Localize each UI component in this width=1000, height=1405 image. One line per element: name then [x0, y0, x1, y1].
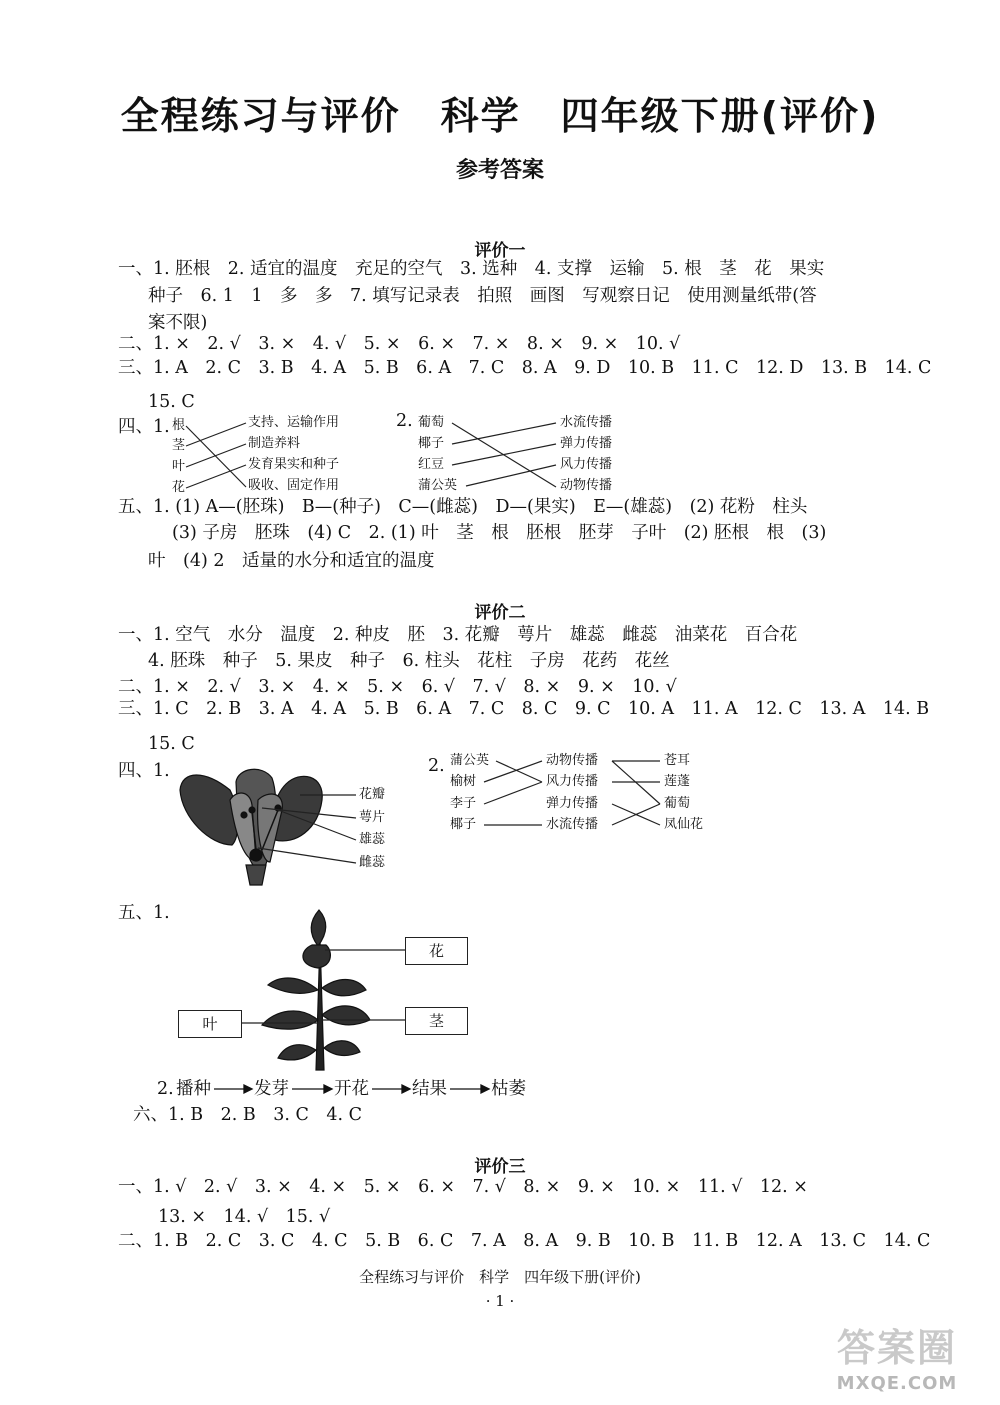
flow-step: 开花 [334, 1079, 369, 1099]
watermark-logo [812, 1315, 982, 1397]
match-right-item: 水流传播 [560, 415, 613, 430]
answer-line: (3) 子房 胚珠 (4) C 2. (1) 叶 茎 根 胚根 胚芽 子叶 (2) 胚根 根 (3) [172, 523, 827, 543]
match-left-item: 根 [172, 418, 186, 433]
flow-step: 发芽 [254, 1079, 289, 1099]
answer-line: 一、1. 胚根 2. 适宜的温度 充足的空气 3. 选种 4. 支撑 运输 5. 根 茎 花 果实 [118, 259, 825, 279]
match-left-item: 榆树 [450, 774, 477, 789]
section-heading: 评价三 [474, 1157, 526, 1177]
answer-line: 15. C [148, 734, 195, 754]
answer-line: 15. C [148, 392, 195, 412]
flow-step: 播种 [176, 1079, 211, 1099]
answer-line: 二、1. × 2. √ 3. × 4. × 5. × 6. √ 7. √ 8. × 9. × 10. √ [118, 677, 677, 697]
match-right-item: 支持、运输作用 [248, 415, 340, 430]
match-right-item: 发育果实和种子 [248, 457, 340, 472]
flow-step: 枯萎 [491, 1079, 526, 1099]
match-left-item: 花 [172, 480, 186, 495]
match-left-item: 叶 [172, 459, 186, 474]
match-right-item: 凤仙花 [664, 817, 704, 832]
answer-line: 六、1. B 2. B 3. C 4. C [133, 1105, 363, 1125]
section-heading: 评价二 [474, 603, 526, 623]
question-label: 2. [428, 756, 445, 776]
match-middle-item: 动物传播 [546, 753, 599, 768]
answer-line: 种子 6. 1 1 多 多 7. 填写记录表 拍照 画图 写观察日记 使用测量纸带(答 [148, 286, 817, 306]
flow-step: 结果 [412, 1079, 447, 1099]
answer-line: 一、1. 空气 水分 温度 2. 种皮 胚 3. 花瓣 萼片 雄蕊 雌蕊 油菜花 百合花 [118, 625, 798, 645]
flower-part-label: 雌蕊 [359, 855, 386, 870]
answer-line: 一、1. √ 2. √ 3. × 4. × 5. × 6. × 7. √ 8. × 9. × 10. × 11. √ 12. × [118, 1177, 808, 1197]
match-left-item: 葡萄 [418, 415, 445, 430]
plant-part-label: 花 [428, 942, 444, 960]
match-left-item: 茎 [172, 438, 186, 453]
match-middle-item: 弹力传播 [546, 796, 599, 811]
match-middle-item: 风力传播 [546, 774, 599, 789]
match-right-item: 动物传播 [560, 478, 613, 493]
match-left-item: 蒲公英 [450, 753, 490, 768]
plant-part-label: 叶 [202, 1015, 218, 1033]
answer-line: 叶 (4) 2 适量的水分和适宜的温度 [148, 551, 435, 571]
question-label: 2. [157, 1079, 174, 1099]
match-right-item: 制造养料 [248, 436, 301, 451]
flower-part-label: 花瓣 [359, 787, 386, 802]
page-title: 全程练习与评价 科学 四年级下册(评价) [120, 94, 880, 138]
flower-part-label: 萼片 [359, 810, 386, 825]
watermark-url: MXQE.COM [836, 1373, 958, 1394]
question-label: 五、1. [118, 903, 170, 923]
answer-line: 五、1. (1) A—(胚珠) B—(种子) C—(雌蕊) D—(果实) E—(雄蕊) (2) 花粉 柱头 [118, 497, 808, 517]
section-heading: 评价一 [474, 241, 526, 261]
page-footer-title: 全程练习与评价 科学 四年级下册(评价) [359, 1268, 641, 1286]
match-right-item: 弹力传播 [560, 436, 613, 451]
match-left-item: 蒲公英 [418, 478, 458, 493]
match-left-item: 椰子 [450, 817, 477, 832]
match-right-item: 莲蓬 [664, 774, 691, 789]
match-left-item: 红豆 [418, 457, 445, 472]
answer-line: 三、1. C 2. B 3. A 4. A 5. B 6. A 7. C 8. C 9. C 10. A 11. A 12. C 13. A 14. B [118, 699, 930, 719]
answer-line: 4. 胚珠 种子 5. 果皮 种子 6. 柱头 花柱 子房 花药 花丝 [148, 651, 670, 671]
answer-line: 13. × 14. √ 15. √ [158, 1207, 331, 1227]
match-left-item: 李子 [450, 796, 477, 811]
page-number: · 1 · [485, 1292, 515, 1310]
answer-line: 三、1. A 2. C 3. B 4. A 5. B 6. A 7. C 8. A 9. D 10. B 11. C 12. D 13. B 14. C [118, 358, 932, 378]
question-label: 2. [396, 411, 413, 431]
match-right-item: 吸收、固定作用 [248, 478, 340, 493]
page-subtitle: 参考答案 [455, 158, 544, 183]
answer-line: 案不限) [148, 313, 208, 333]
match-middle-item: 水流传播 [546, 817, 599, 832]
watermark-cn: 答案圈 [836, 1326, 957, 1370]
question-label: 四、1. [118, 761, 170, 781]
match-right-item: 风力传播 [560, 457, 613, 472]
match-left-item: 椰子 [418, 436, 445, 451]
match-right-item: 葡萄 [664, 796, 691, 811]
answer-line: 二、1. B 2. C 3. C 4. C 5. B 6. C 7. A 8. A 9. B 10. B 11. B 12. A 13. C 14. C [118, 1231, 931, 1251]
question-label: 四、1. [118, 417, 170, 437]
match-right-item: 苍耳 [664, 753, 691, 768]
answer-line: 二、1. × 2. √ 3. × 4. √ 5. × 6. × 7. × 8. × 9. × 10. √ [118, 334, 681, 354]
flower-part-label: 雄蕊 [359, 832, 386, 847]
plant-part-label: 茎 [428, 1012, 444, 1030]
